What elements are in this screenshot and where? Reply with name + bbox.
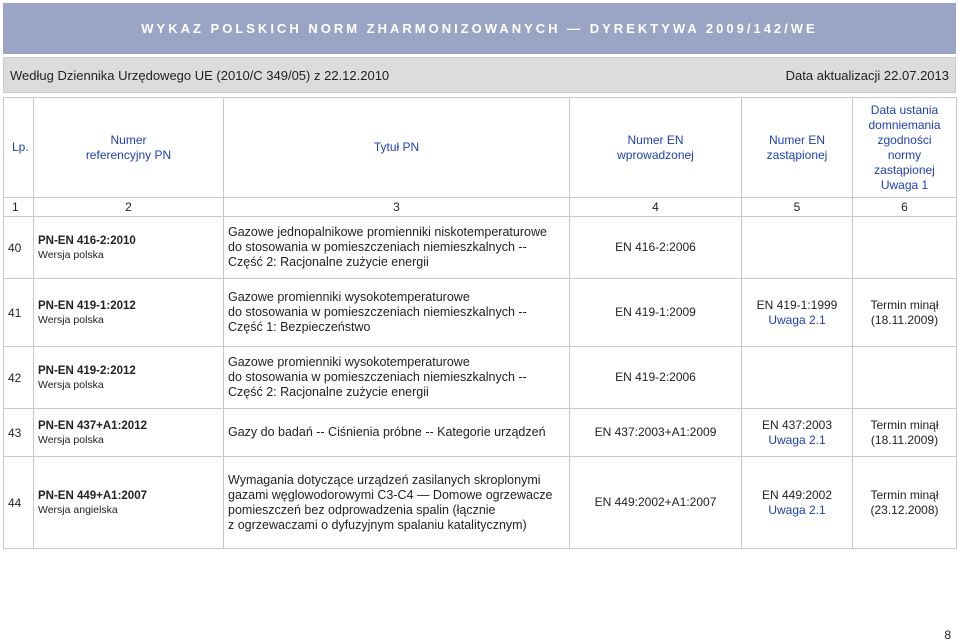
table-row (4, 279, 957, 347)
standards-table (3, 97, 957, 549)
pn-version: Wersja polska (38, 433, 104, 446)
column-number: 3 (224, 198, 570, 217)
header-pn-ref: Numer referencyjny PN (34, 98, 224, 198)
row-en-replaced: EN 419-1:1999 Uwaga 2.1 (742, 279, 853, 347)
row-en-introduced: EN 437:2003+A1:2009 (570, 409, 742, 457)
row-expiry-date: Termin minął (18.11.2009) (853, 279, 957, 347)
header-en-replaced: Numer EN zastąpionej (742, 98, 853, 198)
header-pn-title: Tytuł PN (224, 98, 570, 198)
row-en-introduced: EN 419-1:2009 (570, 279, 742, 347)
row-en-replaced: EN 437:2003 Uwaga 2.1 (742, 409, 853, 457)
row-lp: 43 (4, 409, 34, 457)
row-lp: 42 (4, 347, 34, 409)
row-expiry-date: Termin minął (18.11.2009) (853, 409, 957, 457)
row-en-introduced: EN 449:2002+A1:2007 (570, 457, 742, 549)
table-header-row (4, 98, 957, 198)
row-pn-cell (34, 409, 224, 457)
pn-version: Wersja polska (38, 248, 104, 261)
document-title-bar (3, 3, 956, 54)
pn-version: Wersja polska (38, 313, 104, 326)
pn-version: Wersja polska (38, 378, 104, 391)
row-pn-cell (34, 347, 224, 409)
pn-number: PN-EN 419-1:2012 (38, 299, 136, 312)
row-lp: 40 (4, 217, 34, 279)
row-en-introduced: EN 419-2:2006 (570, 347, 742, 409)
column-number: 5 (742, 198, 853, 217)
row-lp: 41 (4, 279, 34, 347)
table-row (4, 409, 957, 457)
note-link: Uwaga 2.1 (768, 502, 826, 517)
pn-version: Wersja angielska (38, 503, 118, 516)
row-en-replaced (742, 347, 853, 409)
column-number: 2 (34, 198, 224, 217)
row-lp: 44 (4, 457, 34, 549)
pn-number: PN-EN 449+A1:2007 (38, 489, 147, 502)
row-title: Gazowe promienniki wysokotemperaturowe do stosowania w pomieszczeniach niemieszkalnych -- Część 1: Bezpieczeństwo (224, 279, 570, 347)
header-lp: Lp. (4, 98, 34, 198)
header-expiry-date: Data ustania domniemania zgodności normy zastąpionej Uwaga 1 (853, 98, 957, 198)
column-number: 4 (570, 198, 742, 217)
row-en-introduced: EN 416-2:2006 (570, 217, 742, 279)
note-link: Uwaga 2.1 (768, 312, 826, 327)
row-pn-cell (34, 217, 224, 279)
header-en-introduced: Numer EN wprowadzonej (570, 98, 742, 198)
table-row (4, 347, 957, 409)
pn-number: PN-EN 416-2:2010 (38, 234, 136, 247)
document-title: WYKAZ POLSKICH NORM ZHARMONIZOWANYCH — DYREKTYWA 2009/142/WE (141, 21, 818, 36)
table-row (4, 457, 957, 549)
row-expiry-date (853, 217, 957, 279)
page-number: 8 (944, 628, 951, 642)
row-pn-cell (34, 279, 224, 347)
column-number: 1 (4, 198, 34, 217)
row-en-replaced: EN 449:2002 Uwaga 2.1 (742, 457, 853, 549)
table-row (4, 217, 957, 279)
row-en-replaced (742, 217, 853, 279)
row-expiry-date: Termin minął (23.12.2008) (853, 457, 957, 549)
column-number-row (4, 198, 957, 217)
row-title: Gazowe jednopalnikowe promienniki niskotemperaturowe do stosowania w pomieszczeniach niemieszkalnych -- Część 2: Racjonalne zużycie energii (224, 217, 570, 279)
pn-number: PN-EN 437+A1:2012 (38, 419, 147, 432)
update-date: Data aktualizacji 22.07.2013 (785, 68, 949, 83)
row-title: Gazy do badań -- Ciśnienia próbne -- Kategorie urządzeń (224, 409, 570, 457)
note-link: Uwaga 2.1 (768, 432, 826, 447)
row-pn-cell (34, 457, 224, 549)
column-number: 6 (853, 198, 957, 217)
source-reference: Według Dziennika Urzędowego UE (2010/C 349/05) z 22.12.2010 (10, 68, 390, 83)
row-title: Wymagania dotyczące urządzeń zasilanych skroplonymi gazami węglowodorowymi C3-C4 — Domowe ogrzewacze pomieszczeń bez odprowadzenia spalin (łącznie z ogrzewaczami o dyfuzyjnym spalaniu katalitycznym) (224, 457, 570, 549)
info-row (3, 57, 956, 93)
row-expiry-date (853, 347, 957, 409)
row-title: Gazowe promienniki wysokotemperaturowe do stosowania w pomieszczeniach niemieszkalnych -- Część 2: Racjonalne zużycie energii (224, 347, 570, 409)
pn-number: PN-EN 419-2:2012 (38, 364, 136, 377)
